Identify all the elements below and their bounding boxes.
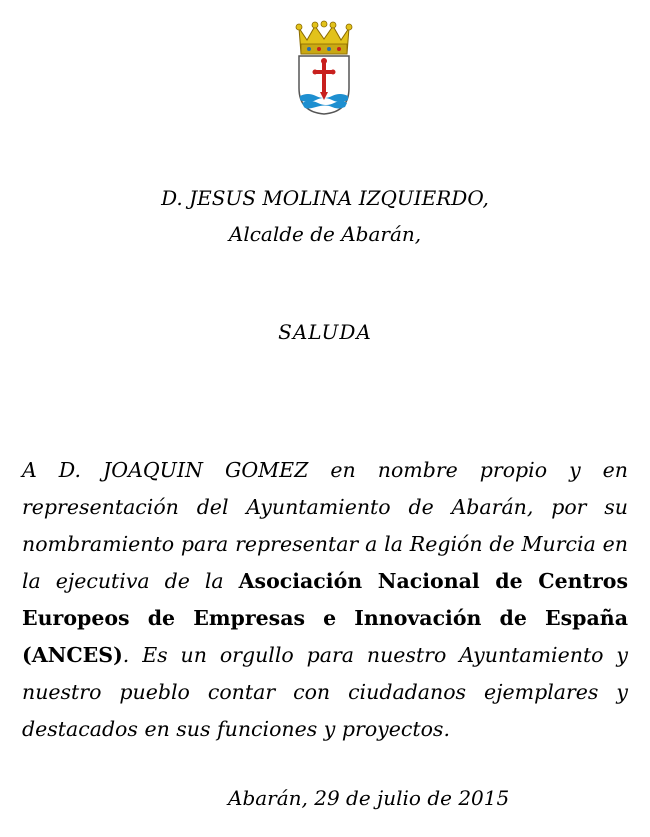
body-text-2: en nombre propio y en representación del Ayuntamiento de Abarán, por su nombramiento para representar a la Región de Murcia en la ejecutiva de la [22,458,628,593]
recipient-name: JOAQUIN GOMEZ [103,458,309,482]
coat-of-arms-icon [291,20,357,116]
body-text-3: . Es un orgullo para nuestro Ayuntamiento y nuestro pueblo contar con ciudadanos ejemplares y destacados en sus funciones y proyectos. [22,643,628,741]
letter-body [22,452,628,748]
organization-name: Asociación Nacional de Centros Europeos de Empresas e Innovación de España (ANCES) [22,569,628,667]
sender-name: D. JESUS MOLINA IZQUIERDO, [161,186,489,210]
greeting: SALUDA [278,320,372,344]
sender-title: Alcalde de Abarán, [228,222,422,246]
letter-date: Abarán, 29 de julio de 2015 [228,786,510,810]
crown-icon [296,21,352,54]
body-text-1: A D. [22,458,104,482]
